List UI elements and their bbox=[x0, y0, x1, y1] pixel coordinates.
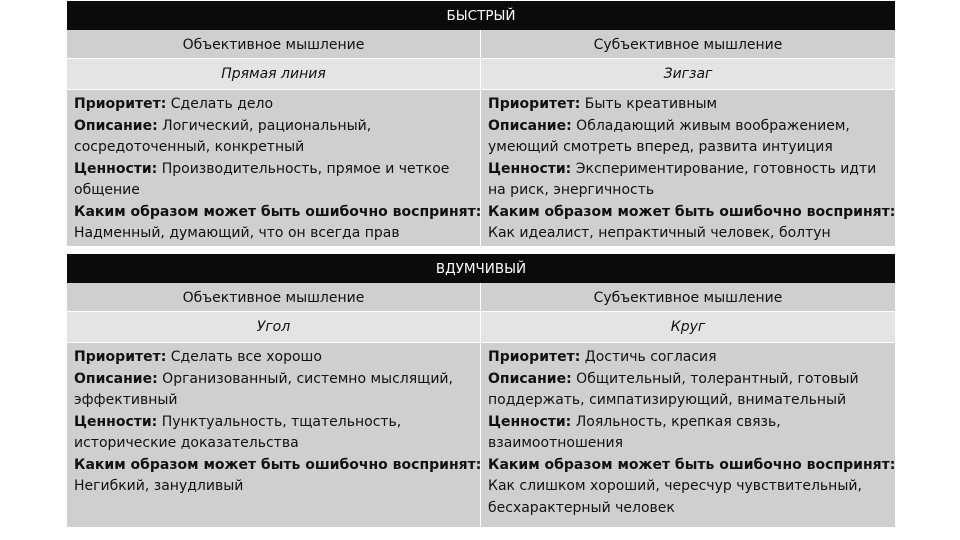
description-cell bbox=[67, 90, 481, 246]
description-value: Логический, рациональный, bbox=[157, 117, 372, 134]
priority-value: Сделать дело bbox=[166, 96, 274, 112]
description-line bbox=[488, 116, 889, 138]
section-title: БЫСТРЫЙ bbox=[67, 1, 895, 30]
misread-label: Каким образом может быть ошибочно воспринят: bbox=[488, 203, 896, 220]
values-continued: исторические доказательства bbox=[74, 435, 299, 451]
values-line bbox=[74, 159, 474, 181]
shape-label: Угол bbox=[67, 312, 481, 343]
description-value: Организованный, системно мыслящий, bbox=[157, 370, 453, 387]
description-cell bbox=[67, 343, 481, 527]
values-value: Лояльность, крепкая связь, bbox=[571, 413, 781, 430]
values-label: Ценности: bbox=[74, 413, 158, 430]
priority-line bbox=[488, 347, 889, 369]
shape-label: Зигзаг bbox=[481, 59, 895, 90]
priority-line bbox=[488, 94, 889, 116]
column-headers bbox=[67, 30, 895, 59]
priority-label: Приоритет: bbox=[74, 349, 167, 365]
description-value: Общительный, толерантный, готовый bbox=[571, 370, 859, 387]
priority-value: Достичь согласия bbox=[580, 349, 717, 365]
subjective-thinking-header: Субъективное мышление bbox=[481, 30, 895, 59]
column-headers bbox=[67, 283, 895, 312]
description-row bbox=[67, 90, 895, 246]
section-thoughtful bbox=[67, 254, 895, 527]
values-label: Ценности: bbox=[488, 160, 572, 177]
shape-row bbox=[67, 59, 895, 90]
objective-thinking-header: Объективное мышление bbox=[67, 30, 481, 59]
objective-thinking-header: Объективное мышление bbox=[67, 283, 481, 312]
description-continued: сосредоточенный, конкретный bbox=[74, 139, 305, 155]
values-value: Экспериментирование, готовность идти bbox=[571, 160, 877, 177]
description-line bbox=[74, 116, 474, 138]
values-continued: взаимоотношения bbox=[488, 435, 624, 451]
values-line bbox=[488, 412, 889, 434]
misread-value: Как идеалист, непрактичный человек, болтун bbox=[488, 225, 831, 241]
description-label: Описание: bbox=[488, 370, 572, 387]
misread-continued: бесхарактерный человек bbox=[488, 499, 675, 516]
shape-label: Прямая линия bbox=[67, 59, 481, 90]
shape-row bbox=[67, 312, 895, 343]
description-continued: эффективный bbox=[74, 392, 178, 408]
values-label: Ценности: bbox=[74, 160, 158, 177]
description-label: Описание: bbox=[74, 117, 158, 134]
misread-value: Негибкий, занудливый bbox=[74, 478, 244, 494]
section-fast bbox=[67, 1, 895, 246]
description-continued: умеющий смотреть вперед, развита интуиция bbox=[488, 139, 833, 155]
misread-label: Каким образом может быть ошибочно воспринят: bbox=[74, 203, 482, 220]
description-cell bbox=[481, 343, 895, 527]
values-value: Пунктуальность, тщательность, bbox=[157, 413, 402, 430]
priority-label: Приоритет: bbox=[488, 349, 581, 365]
shape-label: Круг bbox=[481, 312, 895, 343]
misread-label: Каким образом может быть ошибочно воспринят: bbox=[74, 456, 482, 473]
values-line bbox=[74, 412, 474, 434]
values-continued: общение bbox=[74, 182, 140, 198]
values-continued: на риск, энергичность bbox=[488, 182, 655, 198]
priority-label: Приоритет: bbox=[488, 96, 581, 112]
misread-value: Надменный, думающий, что он всегда прав bbox=[74, 225, 400, 241]
values-value: Производительность, прямое и четкое bbox=[157, 160, 450, 177]
priority-value: Быть креативным bbox=[580, 96, 718, 112]
description-continued: поддержать, симпатизирующий, внимательный bbox=[488, 392, 847, 408]
misread-value: Как слишком хороший, чересчур чувствительный, bbox=[488, 478, 862, 494]
priority-label: Приоритет: bbox=[74, 96, 167, 112]
values-line bbox=[488, 159, 889, 181]
description-row bbox=[67, 343, 895, 527]
misread-label: Каким образом может быть ошибочно воспринят: bbox=[488, 456, 896, 473]
priority-value: Сделать все хорошо bbox=[166, 349, 322, 365]
description-value: Обладающий живым воображением, bbox=[571, 117, 850, 134]
description-label: Описание: bbox=[488, 117, 572, 134]
description-line bbox=[488, 369, 889, 391]
priority-line bbox=[74, 94, 474, 116]
description-label: Описание: bbox=[74, 370, 158, 387]
description-cell bbox=[481, 90, 895, 246]
subjective-thinking-header: Субъективное мышление bbox=[481, 283, 895, 312]
priority-line bbox=[74, 347, 474, 369]
values-label: Ценности: bbox=[488, 413, 572, 430]
description-line bbox=[74, 369, 474, 391]
section-title: ВДУМЧИВЫЙ bbox=[67, 254, 895, 283]
